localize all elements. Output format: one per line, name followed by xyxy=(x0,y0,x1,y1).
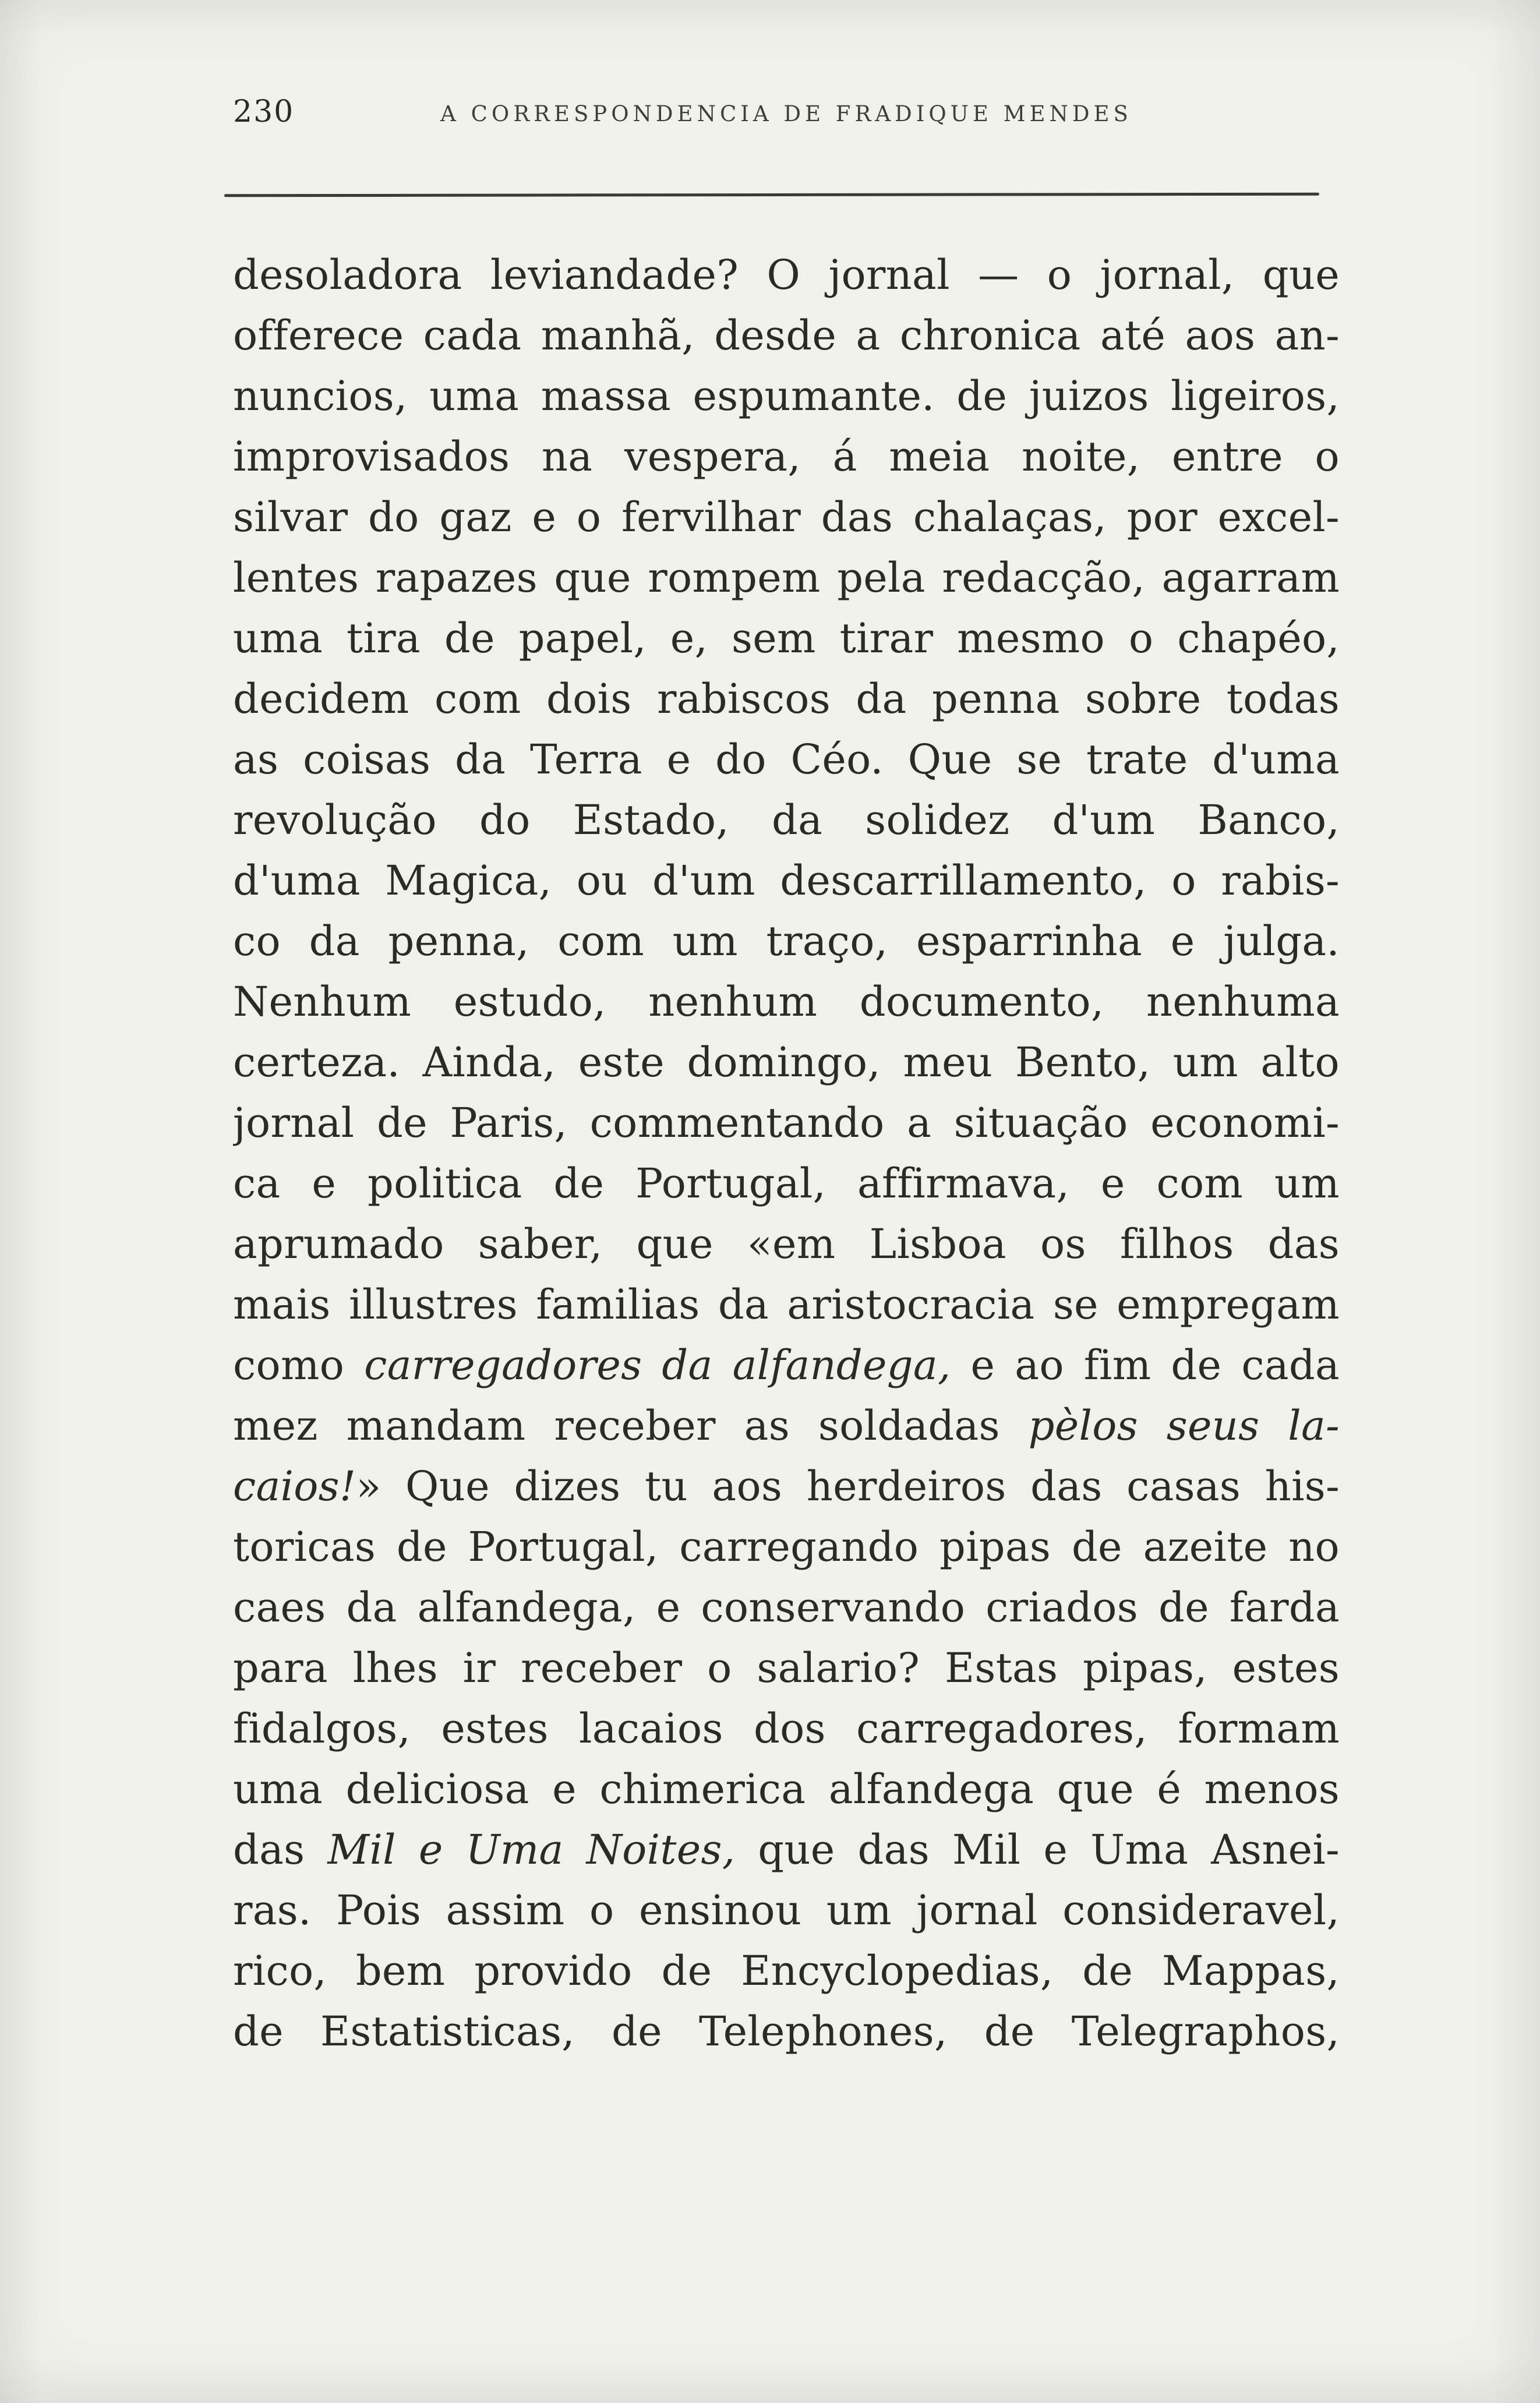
text-line xyxy=(233,911,1340,971)
text-line xyxy=(233,487,1340,547)
text-line xyxy=(233,1880,1340,1941)
text-line xyxy=(233,790,1340,850)
text-segment: uma deliciosa e chimerica alfandega que é menos xyxy=(233,1765,1340,1813)
text-segment: d'uma Magica, ou d'um descarrillamento, o rabis- xyxy=(233,857,1340,904)
text-line xyxy=(233,1214,1340,1274)
text-segment: mez mandam receber as soldadas xyxy=(233,1402,1029,1450)
text-line xyxy=(233,608,1340,669)
text-line xyxy=(233,1335,1340,1395)
text-segment: mais illustres familias da aristocracia se empregam xyxy=(233,1281,1340,1328)
text-line xyxy=(233,1638,1340,1698)
text-segment: nuncios, uma massa espumante. de juizos ligeiros, xyxy=(233,372,1340,420)
text-segment: decidem com dois rabiscos da penna sobre todas xyxy=(233,675,1340,723)
text-line xyxy=(233,305,1340,366)
text-line xyxy=(233,971,1340,1032)
text-line xyxy=(233,2001,1340,2062)
text-segment: rico, bem provido de Encyclopedias, de Mappas, xyxy=(233,1947,1340,1995)
text-segment: caes da alfandega, e conservando criados de farda xyxy=(233,1584,1340,1631)
text-line xyxy=(233,1941,1340,2001)
italic-text-segment: caios! xyxy=(233,1462,356,1510)
text-line xyxy=(233,1274,1340,1335)
text-segment: Nenhum estudo, nenhum documento, nenhuma xyxy=(233,978,1340,1026)
text-segment: jornal de Paris, commentando a situação economi- xyxy=(233,1099,1340,1147)
italic-text-segment: pèlos seus la- xyxy=(1028,1402,1340,1450)
text-line xyxy=(233,1395,1340,1456)
text-line xyxy=(233,1577,1340,1638)
text-segment: ca e politica de Portugal, affirmava, e com um xyxy=(233,1160,1340,1207)
text-segment: as coisas da Terra e do Céo. Que se trate d'uma xyxy=(233,736,1340,783)
italic-text-segment: Mil e Uma Noites, xyxy=(327,1826,736,1874)
page-number: 230 xyxy=(233,94,295,129)
text-line xyxy=(233,366,1340,426)
text-segment: certeza. Ainda, este domingo, meu Bento, um alto xyxy=(233,1038,1340,1086)
text-line xyxy=(233,1153,1340,1214)
text-line xyxy=(233,1517,1340,1577)
header-rule xyxy=(224,193,1319,197)
body-text xyxy=(233,245,1340,2062)
page-header xyxy=(233,94,1340,135)
text-line xyxy=(233,1032,1340,1093)
running-title: A CORRESPONDENCIA DE FRADIQUE MENDES xyxy=(440,101,1132,126)
text-segment: aprumado saber, que «em Lisboa os filhos das xyxy=(233,1220,1340,1268)
text-segment: para lhes ir receber o salario? Estas pipas, estes xyxy=(233,1644,1340,1692)
text-segment: lentes rapazes que rompem pela redacção, agarram xyxy=(233,554,1340,602)
text-segment: uma tira de papel, e, sem tirar mesmo o chapéo, xyxy=(233,614,1340,662)
text-segment: toricas de Portugal, carregando pipas de azeite no xyxy=(233,1523,1340,1571)
text-line xyxy=(233,1093,1340,1153)
text-segment: ras. Pois assim o ensinou um jornal consideravel, xyxy=(233,1886,1340,1934)
text-line xyxy=(233,850,1340,911)
text-line xyxy=(233,426,1340,487)
text-segment: de Estatisticas, de Telephones, de Telegraphos, xyxy=(233,2008,1340,2055)
text-segment: desoladora leviandade? O jornal — o jornal, que xyxy=(233,251,1340,299)
text-line xyxy=(233,669,1340,729)
text-line xyxy=(233,1698,1340,1759)
text-segment: e ao fim de cada xyxy=(951,1341,1340,1389)
text-segment: como xyxy=(233,1341,365,1389)
text-segment: revolução do Estado, da solidez d'um Banco, xyxy=(233,796,1340,844)
text-line xyxy=(233,547,1340,608)
text-segment: » Que dizes tu aos herdeiros das casas his- xyxy=(356,1462,1340,1510)
text-line xyxy=(233,1759,1340,1819)
text-segment: improvisados na vespera, á meia noite, entre o xyxy=(233,433,1340,480)
text-line xyxy=(233,729,1340,790)
text-segment: co da penna, com um traço, esparrinha e julga. xyxy=(233,917,1340,965)
text-line xyxy=(233,245,1340,305)
text-segment: offerece cada manhã, desde a chronica até aos an- xyxy=(233,312,1340,359)
text-segment: silvar do gaz e o fervilhar das chalaças, por excel- xyxy=(233,493,1340,541)
text-line xyxy=(233,1819,1340,1880)
text-segment: das xyxy=(233,1826,328,1874)
text-segment: que das Mil e Uma Asnei- xyxy=(735,1826,1340,1874)
text-segment: fidalgos, estes lacaios dos carregadores, formam xyxy=(233,1705,1340,1752)
text-line xyxy=(233,1456,1340,1517)
italic-text-segment: carregadores da alfandega, xyxy=(364,1341,951,1389)
